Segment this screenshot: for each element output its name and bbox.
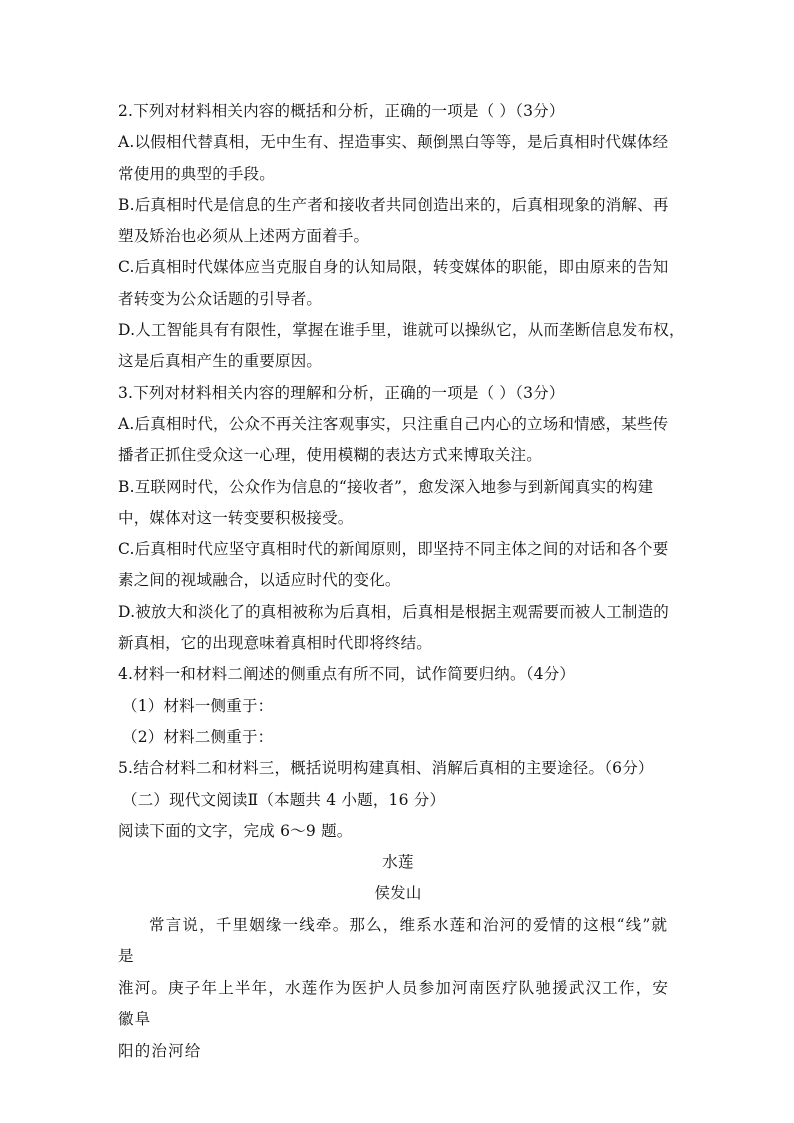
question-2-option-d-cont: 这是后真相产生的重要原因。 — [118, 352, 323, 371]
story-paragraph-line-3: 阳的治河给 — [118, 1041, 202, 1060]
story-title: 水莲 — [382, 853, 414, 872]
question-3-option-d: D.被放大和淡化了的真相被称为后真相，后真相是根据主观需要而被人工制造的 — [118, 602, 670, 621]
question-2-option-a-cont: 常使用的典型的手段。 — [118, 164, 276, 183]
question-3-prompt: 3.下列对材料相关内容的理解和分析，正确的一项是（ ）（3分） — [118, 383, 565, 402]
story-paragraph-line-2: 淮河。庚子年上半年，水莲作为医护人员参加河南医疗队驰援武汉工作，安徽阜 — [118, 978, 670, 1029]
question-3-option-a: A.后真相时代，公众不再关注客观事实，只注重自己内心的立场和情感，某些传 — [118, 414, 669, 433]
story-paragraph-line-1: 常言说，千里姻缘一线牵。那么，维系水莲和治河的爱情的这根“线”就是 — [118, 915, 669, 966]
question-3-option-b-cont: 中，媒体对这一转变要积极接受。 — [118, 508, 354, 527]
question-3-option-d-cont: 新真相，它的出现意味着真相时代即将终结。 — [118, 634, 433, 653]
reading-instruction: 阅读下面的文字，完成 6～9 题。 — [118, 821, 353, 840]
question-5-prompt: 5.结合材料二和材料三，概括说明构建真相、消解后真相的主要途径。（6分） — [118, 759, 654, 778]
question-3-option-a-cont: 播者正抓住受众这一心理，使用模糊的表达方式来博取关注。 — [118, 446, 542, 465]
question-2-option-a: A.以假相代替真相，无中生有、捏造事实、颠倒黑白等等，是后真相时代媒体经 — [118, 133, 669, 152]
story-author: 侯发山 — [374, 884, 422, 903]
question-4-part-2: （2）材料二侧重于： — [122, 727, 274, 746]
question-2-prompt: 2.下列对材料相关内容的概括和分析，正确的一项是（ ）（3分） — [118, 102, 565, 120]
question-4-prompt: 4.材料一和材料二阐述的侧重点有所不同，试作简要归纳。（4分） — [118, 665, 576, 684]
question-3-option-c: C.后真相时代应坚守真相时代的新闻原则，即坚持不同主体之间的对话和各个要 — [118, 540, 669, 559]
question-2-option-d: D.人工智能具有有限性，掌握在谁手里，谁就可以操纵它，从而垄断信息发布权， — [118, 321, 685, 340]
question-3-option-b: B.互联网时代，公众作为信息的“接收者”，愈发深入地参与到新闻真实的构建 — [118, 477, 654, 496]
question-3-option-c-cont: 素之间的视域融合，以适应时代的变化。 — [118, 571, 401, 590]
question-2-option-b: B.后真相时代是信息的生产者和接收者共同创造出来的，后真相现象的消解、再 — [118, 195, 669, 214]
question-2-option-b-cont: 塑及矫治也必须从上述两方面着手。 — [118, 227, 370, 246]
section-heading: （二）现代文阅读Ⅱ（本题共 4 小题，16 分） — [122, 790, 446, 809]
question-2-option-c: C.后真相时代媒体应当克服自身的认知局限，转变媒体的职能，即由原来的告知 — [118, 258, 669, 277]
question-4-part-1: （1）材料一侧重于： — [122, 696, 274, 715]
question-2-option-c-cont: 者转变为公众话题的引导者。 — [118, 289, 323, 308]
